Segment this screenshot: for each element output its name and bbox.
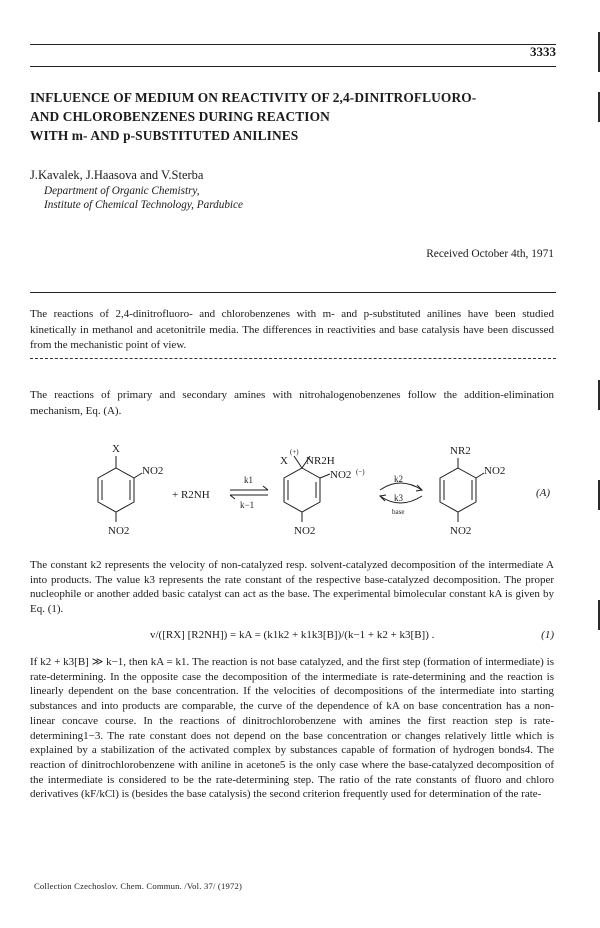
plus-amine-label: + R2NH [172,489,210,501]
page-number: 3333 [530,44,556,59]
abstract-top-rule [30,292,556,293]
k1-label: k1 [244,475,253,485]
title-line: WITH m- AND p-SUBSTITUTED ANILINES [30,128,299,143]
reactant-ring [98,456,142,522]
product-no2-top-label: NO2 [484,465,506,477]
body-paragraph-3: If k2 + k3[B] ≫ k−1, then kA = k1. The reaction is not base catalyzed, and the first step (formation of intermediate) is rate-determining. In the opposite case the decomposition of the intermediate is rate-determining and the reaction is linearly dependent on the base concentration. If the velocities of decompositions of the intermediate into starting substances and into products are comparable, the curve of the dependence of kA on base concentration has a non-linear concave course. In the reactions of dinitrochlorobenzene with amines the first reaction step is rate-determining1−3. The rate constant does not depend on the base concentration or changes relatively little which is explained by a stabilization of the activated complex by substances capable of formation of hydrogen bonds4. The reaction of dinitrochlorobenzene with aniline in acetone5 is the only case where the base-catalyzed decomposition of the intermediate is considered to be the rate-determining step. The ratio of the rate constants of fluoro and chloro derivatives (kF/kCl) is (besides the base catalysis) the second criterion frequently used for determination of the rate- [30,656,554,801]
intermediate-x-label: X [280,455,288,467]
reactant-no2-bottom-label: NO2 [108,525,130,537]
equation-label: (1) [541,629,554,641]
title-line: INFLUENCE OF MEDIUM ON REACTIVITY OF 2,4-DINITROFLUORO- [30,90,477,105]
article-title [30,88,570,145]
header-rule [30,44,556,45]
body-paragraph-2: The constant k2 represents the velocity of non-catalyzed resp. solvent-catalyzed decomposition of the intermediate A into products. The value k3 represents the rate constant of the respective base-catalyzed decomposition. The proper nucleophile or another added basic catalyst can act as the base. The experimental bimolecular constant kA is given by Eq. (1). [30,559,554,615]
authors: J.Kavalek, J.Haasova and V.Sterba [30,168,204,182]
product-nr2-label: NR2 [450,445,471,457]
reactant-x-label: X [112,443,120,455]
k-minus1-label: k−1 [240,500,255,510]
k2-label: k2 [394,474,403,484]
journal-citation: Collection Czechoslov. Chem. Commun. /Vol. 37/ (1972) [34,881,243,891]
intermediate-charge-plus: (+) [290,448,299,456]
affiliation-line: Institute of Chemical Technology, Pardubice [44,199,243,211]
equation-formula: v/([RX] [R2NH]) = kA = (k1k2 + k1k3[B])/(k−1 + k2 + k3[B]) . [150,629,435,641]
k3-label: k3 [394,493,403,503]
product-no2-bottom-label: NO2 [450,525,472,537]
scheme-label: (A) [536,487,551,499]
intermediate-nr2h-label: NR2H [306,455,335,467]
intermediate-no2-top-label: NO2 [330,469,352,481]
abstract: The reactions of 2,4-dinitrofluoro- and chlorobenzenes with m- and p-substituted anilines have been studied kinetically in methanol and acetonitrile media. The differences in reactivities and base catalysis have been discussed from the mechanistic point of view. [30,308,554,351]
received-date: Received October 4th, 1971 [426,248,554,260]
product-ring [440,458,484,522]
abstract-bottom-rule [30,358,556,359]
intermediate-charge-minus: (−) [356,468,365,476]
affiliation [44,184,243,212]
base-label: base [392,508,405,516]
header-bottom-rule [30,66,556,67]
equilibrium-arrows [230,486,268,499]
reactant-no2-top-label: NO2 [142,465,164,477]
intro-paragraph: The reactions of primary and secondary amines with nitrohalogenobenzenes follow the addition-elimination mechanism, Eq. (A). [30,389,554,417]
affiliation-line: Department of Organic Chemistry, [44,185,200,197]
reaction-scheme [80,430,560,550]
intermediate-no2-bottom-label: NO2 [294,525,316,537]
title-line: AND CHLOROBENZENES DURING REACTION [30,109,330,124]
